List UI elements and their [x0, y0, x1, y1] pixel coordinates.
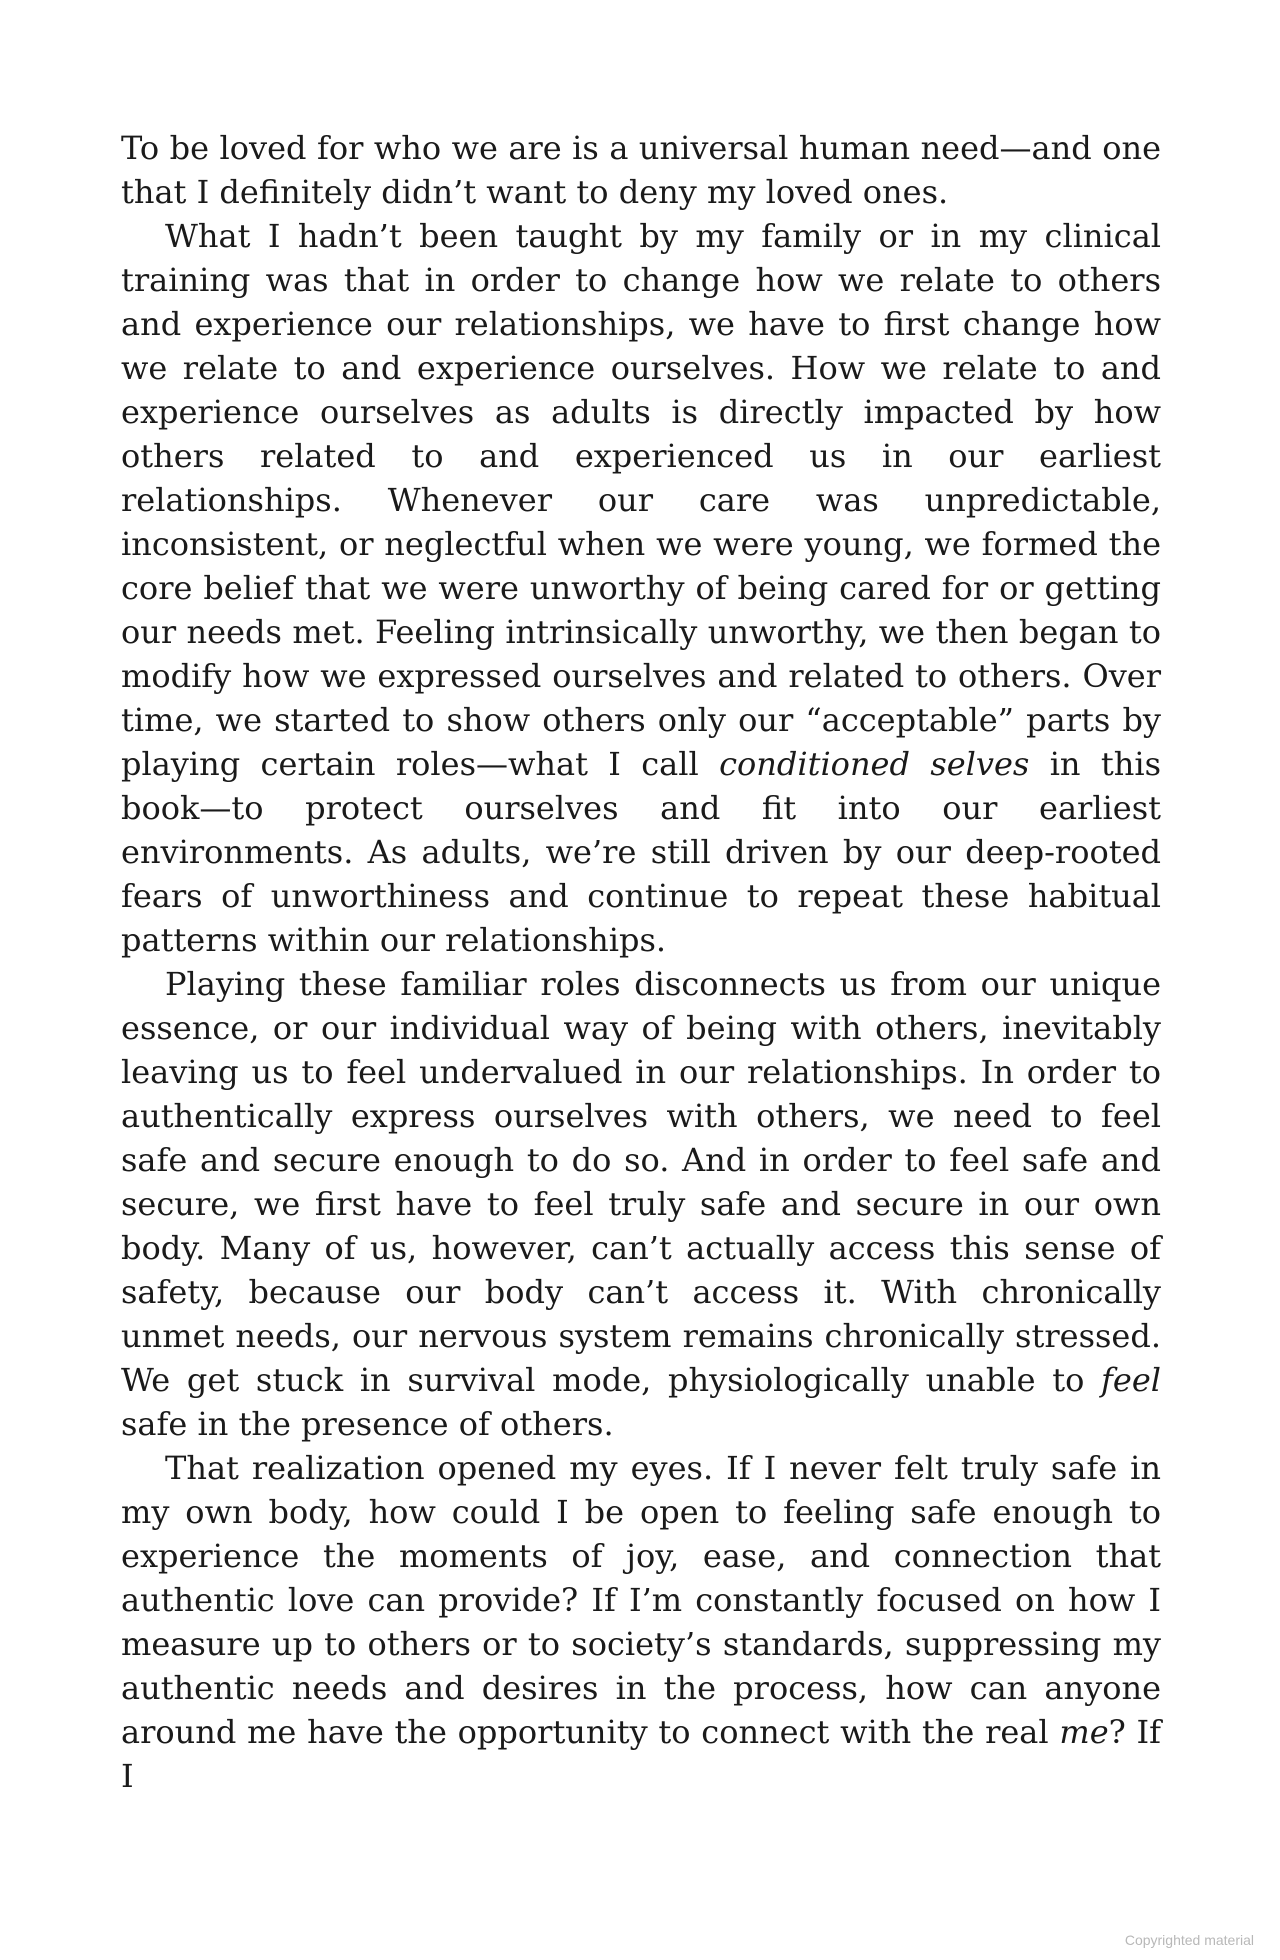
paragraph-3-text-b: safe in the presence of others.: [121, 1405, 614, 1443]
paragraph-1-text: To be loved for who we are is a universal human need—and one that I definitely didn’t want to deny my loved ones.: [121, 129, 1161, 211]
paragraph-2-text-a: What I hadn’t been taught by my family or in my clinical training was that in order to change how we relate to others and experience our relationships, we have to first change how we relate to and experience ourselves. How we relate to and experience ourselves as adults is directly impacted by how others related to and experienced us in our earliest relationships. Whenever our care was unpredictable, inconsistent, or neglectful when we were young, we formed the core belief that we were unworthy of being cared for or getting our needs met. Feeling intrinsically unworthy, we then began to modify how we expressed ourselves and related to others. Over time, we started to show others only our “acceptable” parts by playing certain roles—what I call: [121, 217, 1161, 783]
body-text: [121, 126, 1161, 1798]
paragraph-4-text-b: ? If I: [121, 1713, 1162, 1795]
paragraph-2-italic-term: conditioned selves: [719, 745, 1030, 783]
paragraph-2: [121, 214, 1161, 962]
paragraph-4-text-a: That realization opened my eyes. If I never felt truly safe in my own body, how could I be open to feeling safe enough to experience the moments of joy, ease, and connection that authentic love can provide? If I’m constantly focused on how I measure up to others or to society’s standards, suppressing my authentic needs and desires in the process, how can anyone around me have the opportunity to connect with the real: [121, 1449, 1161, 1751]
copyright-watermark: Copyrighted material: [1124, 1932, 1254, 1948]
paragraph-2-text-b: in this book—to protect ourselves and fit into our earliest environments. As adults, we’re still driven by our deep-rooted fears of unworthiness and continue to repeat these habitual patterns within our relationships.: [121, 745, 1161, 959]
paragraph-1: [121, 126, 1161, 214]
paragraph-3-italic-term: feel: [1101, 1361, 1161, 1399]
paragraph-3-text-a: Playing these familiar roles disconnects us from our unique essence, or our individual way of being with others, inevitably leaving us to feel undervalued in our relationships. In order to authentically express ourselves with others, we need to feel safe and secure enough to do so. And in order to feel safe and secure, we first have to feel truly safe and secure in our own body. Many of us, however, can’t actually access this sense of safety, because our body can’t access it. With chronically unmet needs, our nervous system remains chronically stressed. We get stuck in survival mode, physiologically unable to: [121, 965, 1161, 1399]
paragraph-4: [121, 1446, 1161, 1798]
paragraph-3: [121, 962, 1161, 1446]
paragraph-4-italic-term: me: [1059, 1713, 1109, 1751]
